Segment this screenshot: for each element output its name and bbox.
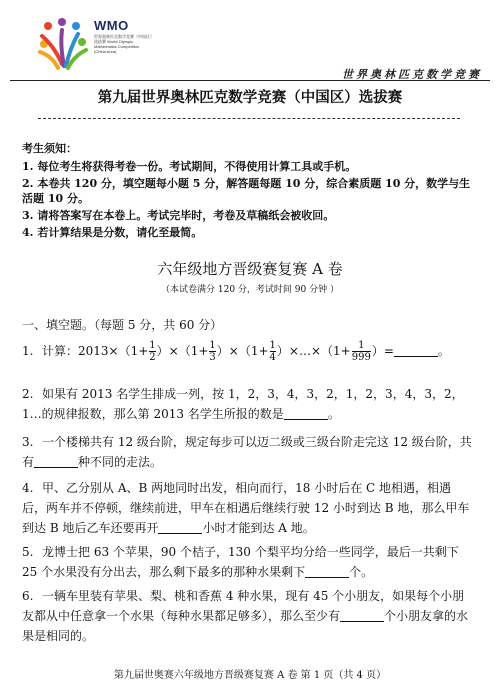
page-title: 第九届世界奥林匹克数学竞赛（中国区）选拔赛 (97, 90, 403, 106)
question-6 (22, 586, 474, 646)
question-3 (22, 432, 474, 472)
notice-item: 4. 若计算结果是分数，请化至最简。 (22, 226, 203, 239)
q4-tail: 小时才能到达 A 地。 (202, 521, 315, 535)
logo-text: WMO (94, 18, 129, 33)
answer-blank[interactable] (305, 565, 349, 578)
part-heading: 一、填空题。（每题 5 分，共 60 分） (22, 318, 223, 332)
question-number: 2. (22, 387, 34, 401)
page-footer: 第九届世奥赛六年级地方晋级赛复赛 A 卷 第 1 页（共 4 页） (113, 670, 387, 681)
answer-blank[interactable] (34, 455, 78, 468)
q2-text: 如果有 2013 名学生排成一列，按 1，2，3，4，3，2，1，2，3，4，3，2，1…的规律报数，那么第 2013 名学生所报的数是 (22, 387, 464, 421)
question-number: 4. (22, 481, 34, 495)
answer-blank[interactable] (340, 609, 384, 622)
notice-item: 1. 每位考生将获得考卷一份。考试期间，不得使用计算工具或手机。 (22, 160, 357, 173)
question-4 (22, 478, 474, 538)
question-1 (22, 340, 474, 363)
question-5 (22, 542, 474, 582)
header-rule (10, 80, 490, 81)
answer-blank[interactable] (284, 407, 328, 420)
q1-text-part: ）×（1+ (156, 344, 209, 358)
q1-text-part: ）×…×（1+ (276, 344, 351, 358)
question-number: 6. (22, 589, 34, 603)
header-right-title: 世界奥林匹克数学竞赛 (342, 68, 482, 81)
q2-tail: 。 (327, 407, 340, 421)
logo-subtext: 世界奥林匹克数学竞赛（中国区）选拔赛 World Olympic Mathematics Competition (China Area) (94, 34, 152, 54)
q1-text-part: ）= (371, 344, 394, 358)
section-subtitle: （本试卷满分 120 分，考试时间 90 分钟 ） (161, 285, 339, 295)
q5-tail: 个。 (349, 565, 374, 579)
q6-text: 一辆车里装有苹果、梨、桃和香蕉 4 种水果，现有 45 个小朋友，如果每个小朋友都从中任意拿一个水果（每种水果都足够多），那么至少有 (22, 589, 465, 623)
question-number: 5. (22, 545, 34, 559)
q3-text: 一个楼梯共有 12 级台阶，规定每步可以迈二级或三级台阶走完这 12 级台阶，共有 (22, 435, 472, 469)
notice-heading: 考生须知： (22, 142, 77, 155)
q5-text: 龙博士把 63 个苹果，90 个桔子，130 个梨平均分给一些同学，最后一共剩下 25 个水果没有分出去，那么剩下最多的那种水果剩下 (22, 545, 459, 579)
notice-item: 3. 请将答案写在本卷上。考试完毕时，考卷及草稿纸会被收回。 (22, 209, 335, 222)
q4-text: 甲、乙分别从 A、B 两地同时出发，相向而行，18 小时后在 C 地相遇，相遇后，两车并不停顿，继续前进，甲车在相遇后继续行驶 12 小时到达 B 地，那么甲车到达 B 地后乙车还要再开 (22, 481, 470, 535)
fraction: $\frac{1}{4}$ (269, 340, 276, 363)
q1-text-part: ）×（1+ (216, 344, 269, 358)
q6-tail: 个小朋友拿的水果是相同的。 (22, 609, 469, 643)
question-2 (22, 384, 474, 424)
fraction: $\frac{1}{3}$ (209, 340, 216, 363)
answer-blank[interactable] (158, 521, 202, 534)
answer-blank[interactable] (394, 344, 438, 357)
q1-tail: 。 (437, 344, 450, 358)
question-number: 1. (22, 344, 34, 358)
fraction: $\frac{1}{999}$ (351, 340, 371, 363)
title-divider (38, 118, 460, 119)
logo-figures-icon (34, 16, 94, 76)
notice-item: 2. 本卷共 120 分，填空题每小题 5 分，解答题每题 10 分，综合素质题 10 分，数学与生活题 10 分。 (22, 177, 471, 205)
section-title: 六年级地方晋级赛复赛 A 卷 (157, 260, 343, 278)
q3-tail: 种不同的走法。 (78, 455, 163, 469)
fraction: $\frac{1}{2}$ (149, 340, 156, 363)
question-number: 3. (22, 435, 34, 449)
q1-text-part: 计算：2013×（1+ (42, 344, 149, 358)
